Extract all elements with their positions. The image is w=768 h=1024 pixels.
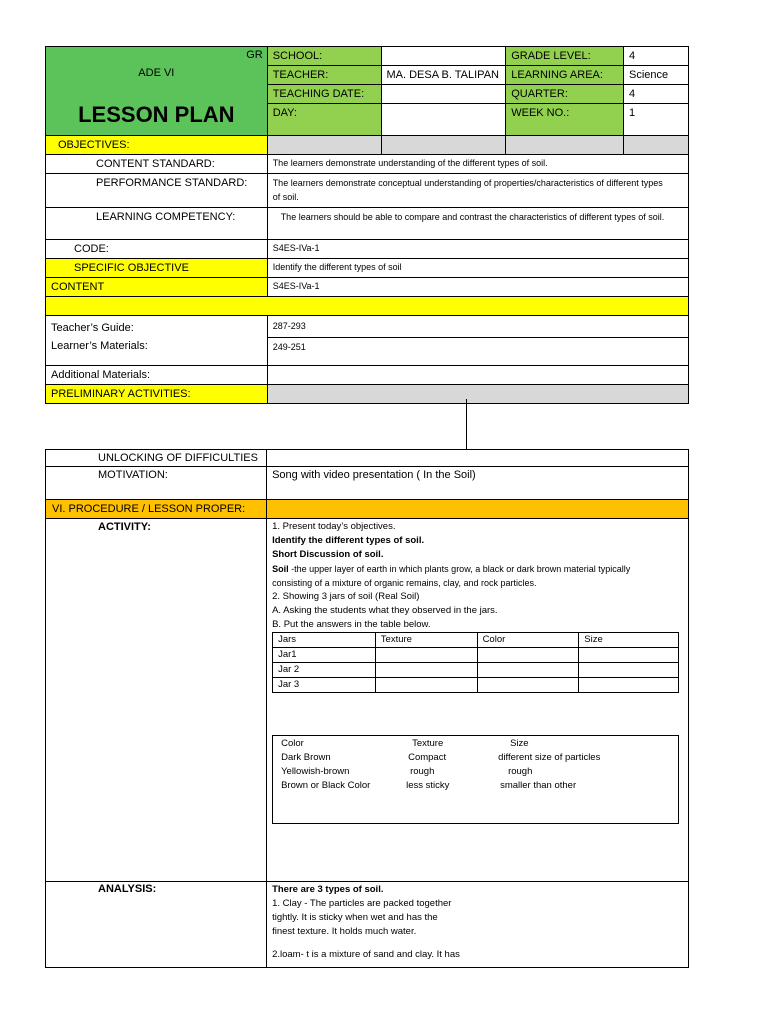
analysis-line: finest texture. It holds much water. bbox=[272, 926, 417, 937]
jar-row-label: Jar 3 bbox=[273, 678, 376, 693]
answer-cell: different size of particles bbox=[498, 752, 601, 763]
content-standard-value: The learners demonstrate understanding of the different types of soil. bbox=[267, 155, 688, 174]
school-value bbox=[381, 47, 506, 66]
analysis-label: ANALYSIS: bbox=[46, 882, 267, 968]
code-label: CODE: bbox=[46, 240, 268, 259]
answer-header-texture: Texture bbox=[412, 738, 444, 749]
connector-line bbox=[466, 399, 467, 449]
answer-header-row bbox=[273, 737, 678, 751]
learners-materials-value: 249-251 bbox=[267, 337, 688, 365]
specific-objective-value: Identify the different types of soil bbox=[267, 259, 688, 278]
motivation-label: MOTIVATION: bbox=[46, 467, 267, 500]
jar-header-texture: Texture bbox=[375, 633, 477, 648]
answer-header-size: Size bbox=[510, 738, 529, 749]
teachers-guide-label: Teacher’s Guide: bbox=[46, 316, 268, 338]
page-title: LESSON PLAN bbox=[78, 102, 235, 127]
code-value: S4ES-IVa-1 bbox=[267, 240, 688, 259]
procedure-label: VI. PROCEDURE / LESSON PROPER: bbox=[46, 500, 267, 519]
unlocking-label: UNLOCKING OF DIFFICULTIES bbox=[46, 450, 267, 467]
soil-definition-cont: consisting of a mixture of organic remains, clay, and rock particles. bbox=[272, 578, 537, 588]
jar-observation-table bbox=[272, 632, 679, 693]
lesson-plan-header-table bbox=[45, 46, 689, 404]
answer-cell: less sticky bbox=[406, 780, 450, 791]
activity-line-3: Short Discussion of soil. bbox=[272, 549, 384, 560]
motivation-value: Song with video presentation ( In the Soil) bbox=[267, 467, 689, 500]
analysis-heading: There are 3 types of soil. bbox=[272, 884, 384, 895]
additional-materials-value bbox=[267, 365, 688, 384]
activity-line-2: Identify the different types of soil. bbox=[272, 535, 425, 546]
answer-cell: rough bbox=[508, 766, 533, 777]
teachers-guide-value: 287-293 bbox=[267, 316, 688, 338]
quarter-value: 4 bbox=[624, 85, 689, 104]
jar-header-jars: Jars bbox=[273, 633, 376, 648]
learning-competency-value: The learners should be able to compare and contrast the characteristics of different types of soil. bbox=[267, 208, 688, 240]
content-label: CONTENT bbox=[46, 278, 268, 297]
analysis-line: 1. Clay - The particles are packed together bbox=[272, 898, 452, 909]
grade-name: ADE VI bbox=[138, 67, 175, 79]
yellow-divider-row bbox=[46, 297, 689, 316]
activity-line-1: 1. Present today’s objectives. bbox=[272, 521, 396, 532]
answer-cell: Brown or Black Color bbox=[281, 780, 371, 791]
teaching-date-label: TEACHING DATE: bbox=[267, 85, 381, 104]
soil-definition: Soil -the upper layer of earth in which plants grow, a black or dark brown material typically bbox=[272, 564, 631, 574]
jar-header-size: Size bbox=[579, 633, 679, 648]
day-label: DAY: bbox=[267, 104, 381, 136]
analysis-content bbox=[267, 882, 689, 968]
quarter-label: QUARTER: bbox=[506, 85, 624, 104]
answer-cell: Dark Brown bbox=[281, 752, 331, 763]
performance-standard-label: PERFORMANCE STANDARD: bbox=[46, 174, 268, 208]
learning-area-value: Science bbox=[624, 66, 689, 85]
week-no-label: WEEK NO.: bbox=[506, 104, 624, 136]
jar-header-color: Color bbox=[477, 633, 579, 648]
gr-label: GR bbox=[246, 49, 263, 61]
content-standard-label: CONTENT STANDARD: bbox=[46, 155, 268, 174]
grade-level-value: 4 bbox=[624, 47, 689, 66]
answer-row bbox=[273, 765, 678, 779]
grade-level-label: GRADE LEVEL: bbox=[506, 47, 624, 66]
answer-cell: smaller than other bbox=[500, 780, 577, 791]
activity-line-4: 2. Showing 3 jars of soil (Real Soil) bbox=[272, 591, 420, 602]
activity-label: ACTIVITY: bbox=[46, 519, 267, 882]
procedure-table bbox=[45, 449, 689, 968]
learning-competency-label: LEARNING COMPETENCY: bbox=[46, 208, 268, 240]
school-label: SCHOOL: bbox=[267, 47, 381, 66]
week-no-value: 1 bbox=[624, 104, 689, 136]
jar-row-label: Jar 2 bbox=[273, 663, 376, 678]
answer-cell: Yellowish-brown bbox=[281, 766, 350, 777]
analysis-line: 2.loam- t is a mixture of sand and clay. It has bbox=[272, 949, 460, 960]
performance-standard-value: The learners demonstrate conceptual understanding of properties/characteristics of different types of soil. bbox=[267, 174, 688, 208]
answer-row bbox=[273, 751, 678, 765]
additional-materials-label: Additional Materials: bbox=[46, 365, 268, 384]
preliminary-activities-value bbox=[267, 384, 688, 403]
teacher-value: MA. DESA B. TALIPAN bbox=[381, 66, 506, 85]
answer-cell: Compact bbox=[408, 752, 447, 763]
answer-box bbox=[272, 735, 679, 824]
learners-materials-label: Learner’s Materials: bbox=[46, 337, 268, 365]
teaching-date-value bbox=[381, 85, 506, 104]
day-value bbox=[381, 104, 506, 136]
title-block bbox=[46, 47, 268, 136]
activity-line-5: A. Asking the students what they observed in the jars. bbox=[272, 605, 498, 616]
activity-line-6: B. Put the answers in the table below. bbox=[272, 619, 431, 630]
answer-header-color: Color bbox=[281, 738, 304, 749]
objectives-heading: OBJECTIVES: bbox=[46, 136, 268, 155]
answer-cell: rough bbox=[410, 766, 435, 777]
learning-area-label: LEARNING AREA: bbox=[506, 66, 624, 85]
activity-content bbox=[267, 519, 689, 882]
preliminary-activities-label: PRELIMINARY ACTIVITIES: bbox=[46, 384, 268, 403]
analysis-line: tightly. It is sticky when wet and has the bbox=[272, 912, 438, 923]
teacher-label: TEACHER: bbox=[267, 66, 381, 85]
jar-row-label: Jar1 bbox=[273, 648, 376, 663]
answer-row bbox=[273, 779, 678, 793]
content-value: S4ES-IVa-1 bbox=[267, 278, 688, 297]
specific-objective-label: SPECIFIC OBJECTIVE bbox=[46, 259, 268, 278]
